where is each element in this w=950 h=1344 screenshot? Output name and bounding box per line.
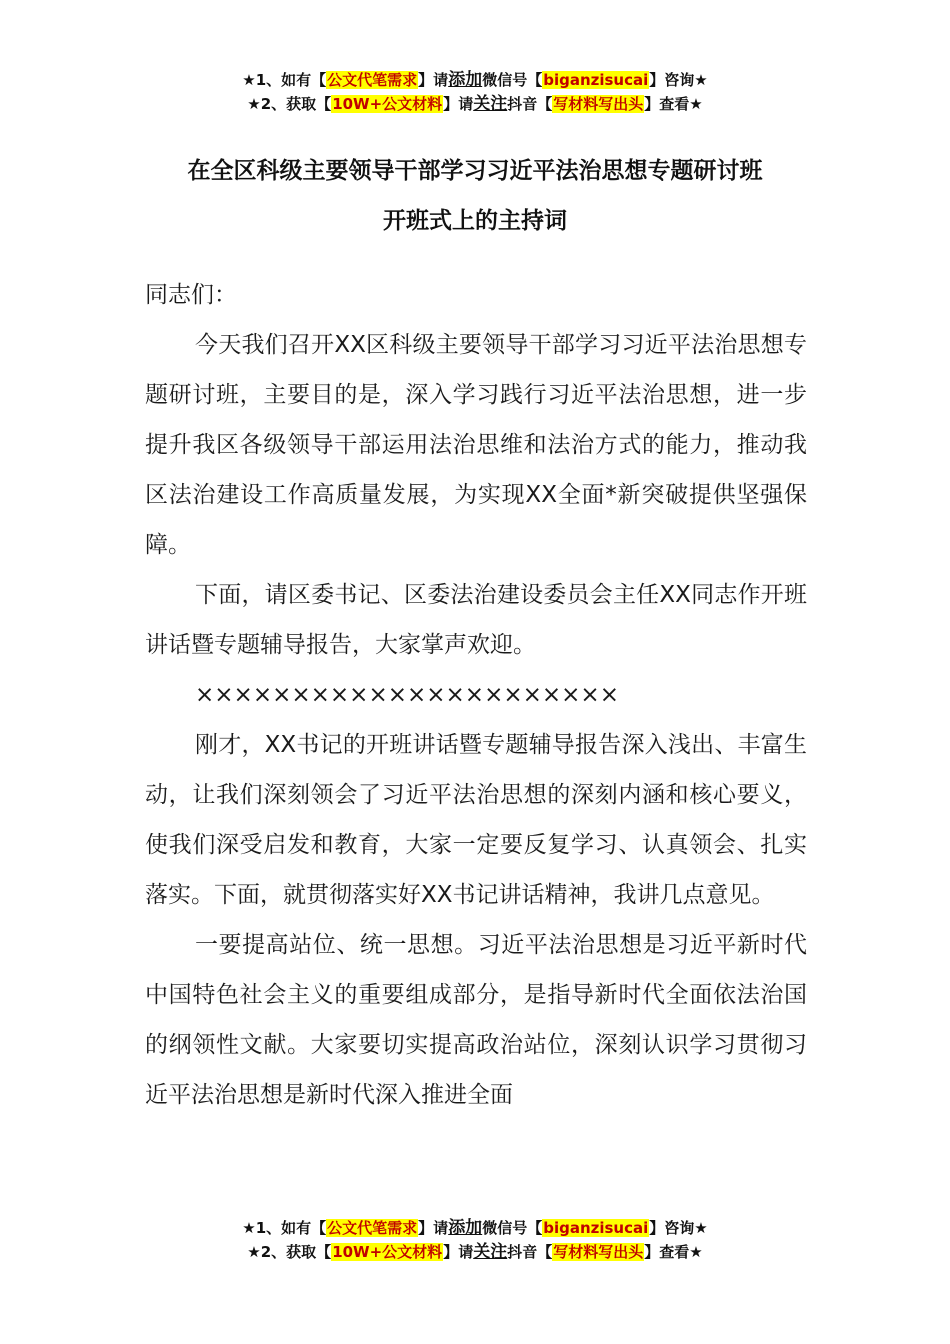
title-line-2: 开班式上的主持词 xyxy=(383,208,567,234)
promo-text: 】请 xyxy=(443,95,474,113)
promo-text: 抖音【 xyxy=(507,95,553,113)
promo-text: 】查看★ xyxy=(644,1243,703,1261)
promo-text: 】咨询★ xyxy=(649,71,708,89)
title-line-1: 在全区科级主要领导干部学习习近平法治思想专题研讨班 xyxy=(187,158,763,184)
promo-highlight: 公文代笔需求 xyxy=(327,71,418,89)
header-promo-banner xyxy=(0,68,950,116)
footer-promo-banner xyxy=(0,1216,950,1264)
promo-text: 抖音【 xyxy=(507,1243,553,1261)
promo-text: ★1、如有【 xyxy=(242,71,327,89)
promo-highlight: 10W+公文材料 xyxy=(332,95,443,113)
promo-highlight: biganzisucai xyxy=(543,1219,649,1237)
promo-text: 】请 xyxy=(418,71,449,89)
promo-text: ★1、如有【 xyxy=(242,1219,327,1237)
body-paragraph: 下面，请区委书记、区委法治建设委员会主任XX同志作开班讲话暨专题辅导报告，大家掌声欢迎。 xyxy=(145,582,807,658)
promo-highlight: 公文代笔需求 xyxy=(327,1219,418,1237)
promo-text: ★2、获取【 xyxy=(247,95,332,113)
promo-text: 】请 xyxy=(418,1219,449,1237)
section-separator: ×××××××××××××××××××××× xyxy=(195,682,619,708)
promo-highlight: 写材料写出头 xyxy=(553,1243,644,1261)
promo-line-1 xyxy=(0,68,950,92)
document-body xyxy=(145,270,807,1120)
promo-highlight: 10W+公文材料 xyxy=(332,1243,443,1261)
promo-line-2 xyxy=(0,92,950,116)
promo-highlight: 写材料写出头 xyxy=(553,95,644,113)
promo-underline: 添加 xyxy=(448,70,483,90)
promo-line-1 xyxy=(0,1216,950,1240)
document-title xyxy=(0,146,950,246)
salutation: 同志们： xyxy=(145,282,237,308)
promo-highlight: biganzisucai xyxy=(543,71,649,89)
promo-text: ★2、获取【 xyxy=(247,1243,332,1261)
promo-underline: 添加 xyxy=(448,1218,483,1238)
promo-underline: 关注 xyxy=(473,94,508,114)
body-paragraph: 一要提高站位、统一思想。习近平法治思想是习近平新时代中国特色社会主义的重要组成部分，是指导新时代全面依法治国的纲领性文献。大家要切实提高政治站位，深刻认识学习贯彻习近平法治思想是新时代深入推进全面 xyxy=(145,932,807,1108)
promo-underline: 关注 xyxy=(473,1242,508,1262)
promo-text: 】请 xyxy=(443,1243,474,1261)
promo-text: 】查看★ xyxy=(644,95,703,113)
promo-text: 微信号【 xyxy=(482,71,543,89)
promo-line-2 xyxy=(0,1240,950,1264)
promo-text: 】咨询★ xyxy=(649,1219,708,1237)
promo-text: 微信号【 xyxy=(482,1219,543,1237)
body-paragraph: 今天我们召开XX区科级主要领导干部学习习近平法治思想专题研讨班，主要目的是，深入学习践行习近平法治思想，进一步提升我区各级领导干部运用法治思维和法治方式的能力，推动我区法治建设工作高质量发展，为实现XX全面*新突破提供坚强保障。 xyxy=(145,332,807,558)
body-paragraph: 刚才，XX书记的开班讲话暨专题辅导报告深入浅出、丰富生动，让我们深刻领会了习近平法治思想的深刻内涵和核心要义，使我们深受启发和教育，大家一定要反复学习、认真领会、扎实落实。下面，就贯彻落实好XX书记讲话精神，我讲几点意见。 xyxy=(145,732,807,908)
